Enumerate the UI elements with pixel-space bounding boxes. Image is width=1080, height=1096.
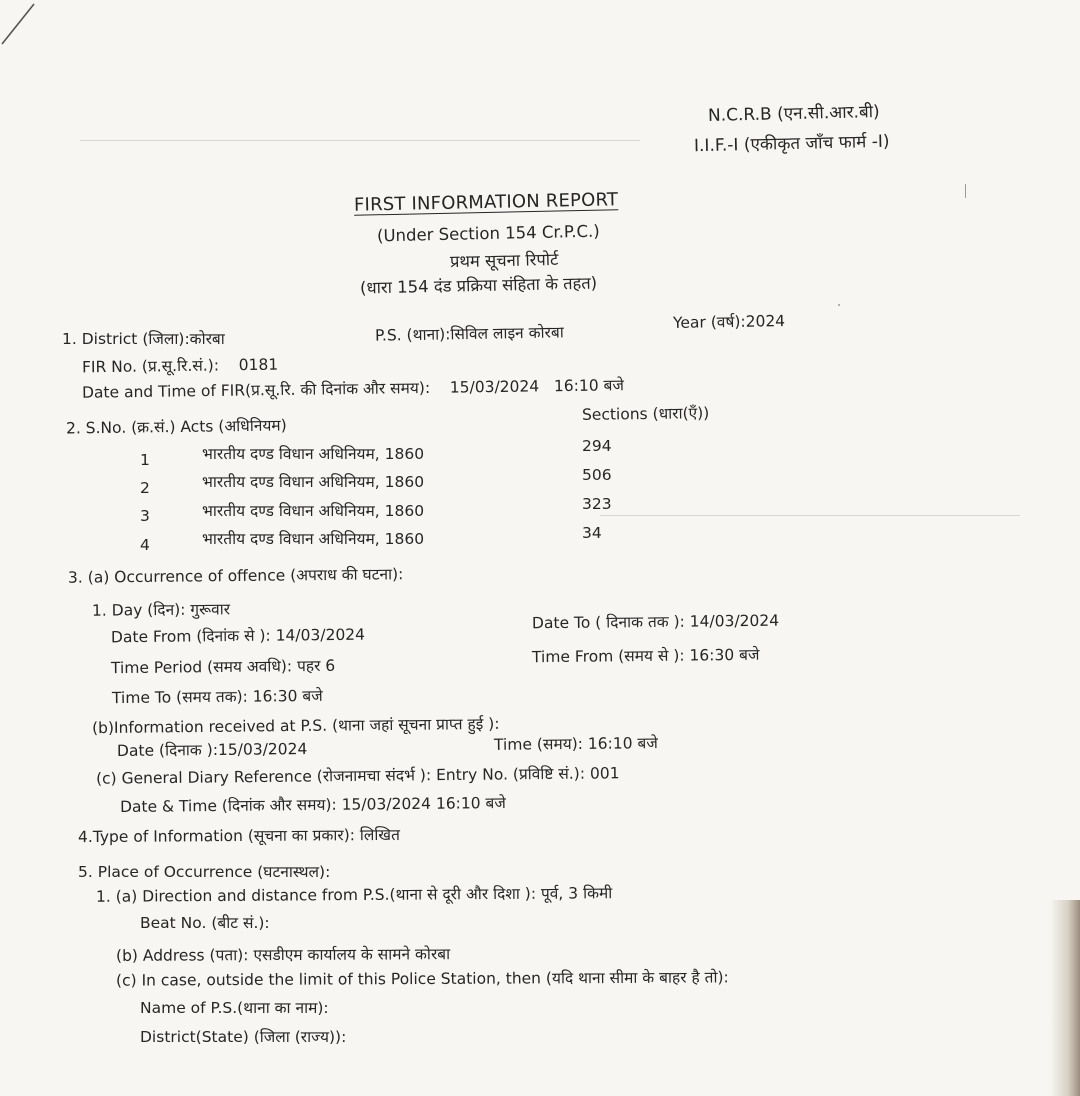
district-label: 1. District (जिला): — [62, 330, 190, 348]
fir-datetime-field — [82, 375, 624, 403]
speck — [965, 184, 966, 198]
occurrence-date-to: Date To ( दिनाक तक ): 14/03/2024 — [531, 611, 780, 633]
year-label: Year (वर्ष): — [672, 312, 746, 332]
act-row-sno: 2 — [140, 479, 150, 497]
type-of-information: 4.Type of Information (सूचना का प्रकार): लिखित — [77, 825, 400, 847]
report-title: FIRST INFORMATION REPORT — [353, 189, 619, 216]
act-row-sno: 3 — [140, 507, 150, 525]
fir-number-field — [82, 355, 278, 378]
fir-date-value: 15/03/2024 — [449, 377, 540, 397]
occurrence-day: 1. Day (दिन): गुरूवार — [91, 600, 231, 620]
fir-number-label: FIR No. (प्र.सू.रि.सं.): — [81, 356, 220, 377]
place-heading: 5. Place of Occurrence (घटनास्थल): — [78, 863, 331, 881]
act-row-section: 323 — [582, 495, 612, 513]
occurrence-date-from: Date From (दिनांक से ): 14/03/2024 — [110, 625, 366, 647]
fir-number-value: 0181 — [238, 355, 279, 375]
place-address: (b) Address (पता): एसडीएम कार्यालय के सामने कोरबा — [115, 945, 451, 965]
acts-heading: 2. S.No. (क्र.सं.) Acts (अधिनियम) — [65, 416, 287, 438]
faint-rule — [600, 515, 1020, 516]
info-received-heading: (b)Information received at P.S. (थाना जहां सूचना प्राप्त हुई ): — [91, 714, 500, 738]
occurrence-time-to: Time To (समय तक): 16:30 बजे — [111, 686, 323, 708]
speck — [838, 304, 840, 306]
act-row-name: भारतीय दण्ड विधान अधिनियम, 1860 — [202, 473, 425, 491]
fir-datetime-label: Date and Time of FIR(प्र.सू.रि. की दिनांक और समय): — [81, 378, 431, 402]
iif-label: I.I.F.-I (एकीकृत जाँच फार्म -I) — [693, 131, 890, 157]
sections-heading: Sections (धारा(एँ)) — [581, 404, 710, 424]
year-value: 2024 — [745, 312, 786, 331]
info-received-date: Date (दिनाक ):15/03/2024 — [116, 740, 308, 760]
page-edge-shadow — [1050, 900, 1080, 1096]
place-district-state: District(State) (जिला (राज्य)): — [140, 1028, 347, 1046]
police-station-label: P.S. (थाना): — [374, 325, 451, 345]
pen-stroke-mark — [0, 0, 40, 48]
ncrb-label: N.C.R.B (एन.सी.आर.बी) — [707, 102, 880, 126]
faint-rule — [80, 140, 640, 141]
place-direction-distance: 1. (a) Direction and distance from P.S.(थाना से दूरी और दिशा ): पूर्व, 3 किमी — [95, 884, 613, 906]
occurrence-time-from: Time From (समय से ): 16:30 बजे — [531, 645, 760, 667]
act-row-name: भारतीय दण्ड विधान अधिनियम, 1860 — [202, 502, 425, 520]
act-row-section: 34 — [582, 524, 602, 542]
district-value: कोरबा — [189, 330, 225, 348]
report-subtitle-hindi: प्रथम सूचना रिपोर्ट — [449, 249, 559, 272]
act-row-sno: 4 — [140, 536, 150, 554]
police-station-value: सिविल लाइन कोरबा — [450, 323, 564, 344]
year-field — [673, 311, 785, 333]
act-row-section: 506 — [582, 466, 612, 484]
general-diary-reference: (c) General Diary Reference (रोजनामचा संदर्भ ): Entry No. (प्रविष्टि सं.): 001 — [95, 764, 620, 788]
general-diary-datetime: Date & Time (दिनांक और समय): 15/03/2024 16:10 बजे — [119, 793, 506, 817]
act-row-name: भारतीय दण्ड विधान अधिनियम, 1860 — [202, 530, 425, 548]
place-outside-limit: (c) In case, outside the limit of this Police Station, then (यदि थाना सीमा के बाहर है तो): — [115, 968, 729, 990]
occurrence-heading: 3. (a) Occurrence of offence (अपराध की घटना): — [67, 565, 404, 587]
act-row-sno: 1 — [140, 451, 150, 469]
police-station-field — [375, 322, 564, 345]
info-received-time: Time (समय): 16:10 बजे — [493, 734, 658, 754]
district-field — [62, 329, 225, 349]
occurrence-time-period: Time Period (समय अवधि): पहर 6 — [110, 656, 336, 678]
act-row-section: 294 — [582, 437, 612, 455]
place-ps-name: Name of P.S.(थाना का नाम): — [140, 999, 329, 1017]
report-subtitle-section: (धारा 154 दंड प्रक्रिया संहिता के तहत) — [359, 273, 598, 298]
place-beat-number: Beat No. (बीट सं.): — [140, 914, 270, 932]
report-subtitle-english: (Under Section 154 Cr.P.C.) — [376, 221, 600, 246]
act-row-name: भारतीय दण्ड विधान अधिनियम, 1860 — [202, 445, 425, 463]
fir-time-value: 16:10 बजे — [553, 376, 625, 396]
